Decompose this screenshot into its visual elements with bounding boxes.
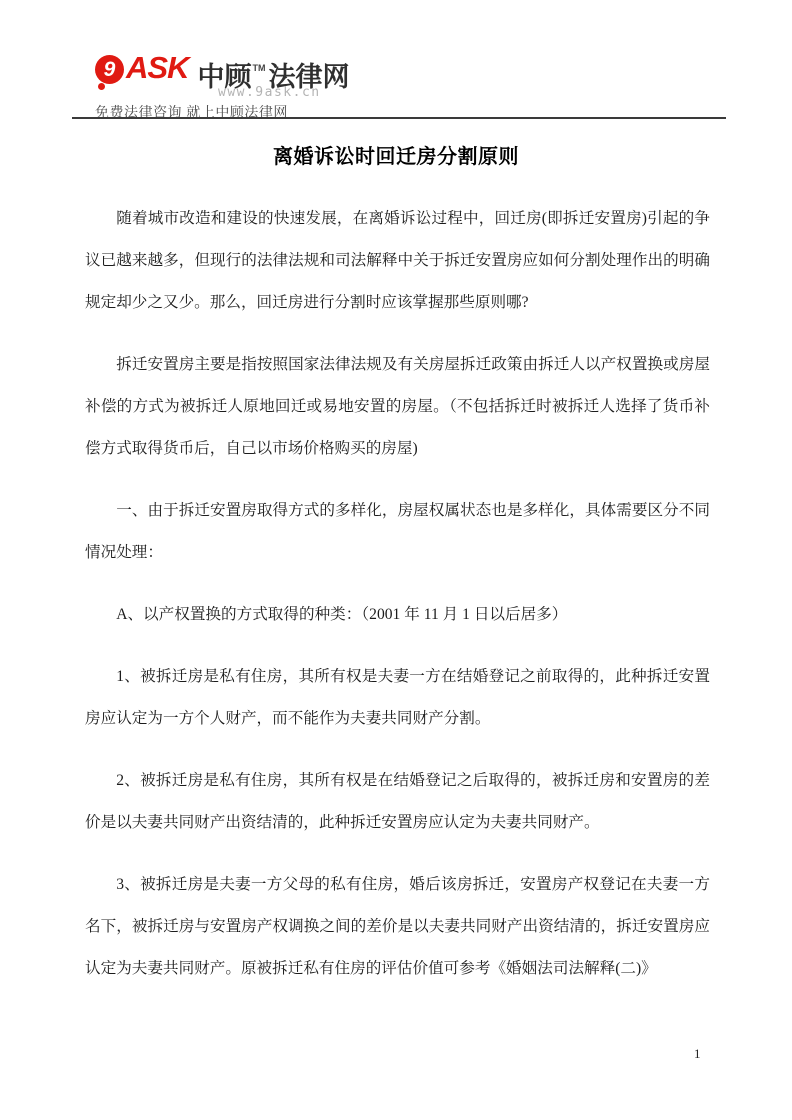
brand-url: www.9ask.cn [218,85,321,100]
brand-row [95,50,350,92]
logo-ask-text: ASK [126,50,189,85]
paragraph-item-2: 2、被拆迁房是私有住房，其所有权是在结婚登记之后取得的，被拆迁房和安置房的差价是以夫妻共同财产出资结清的，此种拆迁安置房应认定为夫妻共同财产。 [85,772,710,831]
header-divider [72,117,726,119]
paragraph-definition: 拆迁安置房主要是指按照国家法律法规及有关房屋拆迁政策由拆迁人以产权置换或房屋补偿的方式为被拆迁人原地回迁或易地安置的房屋。（不包括拆迁时被拆迁人选择了货币补偿方式取得货币后，自己以市场价格购买的房屋) [85,356,710,457]
page-number: 1 [694,1046,701,1061]
brand-tagline: 免费法律咨询 就上中顾法律网 [95,104,288,120]
brand-cn-second: 法律网 [268,62,350,92]
paragraph-item-3: 3、被拆迁房是夫妻一方父母的私有住房，婚后该房拆迁，安置房产权登记在夫妻一方名下，被拆迁房与安置房产权调换之间的差价是以夫妻共同财产出资结清的，拆迁安置房应认定为夫妻共同财产。原被拆迁私有住房的评估价值可参考《婚姻法司法解释(二)》 [85,876,710,977]
document-title: 离婚诉讼时回迁房分割原则 [273,146,519,168]
9ask-logo [95,50,188,86]
site-header [95,50,349,122]
paragraph-item-a: A、以产权置换的方式取得的种类：（2001 年 11 月 1 日以后居多） [116,606,568,623]
paragraph-section-one: 一、由于拆迁安置房取得方式的多样化，房屋权属状态也是多样化，具体需要区分不同情况处理： [85,502,710,561]
trademark-symbol: TM [252,63,266,73]
paragraph-item-1: 1、被拆迁房是私有住房，其所有权是夫妻一方在结婚登记之前取得的，此种拆迁安置房应认定为一方个人财产，而不能作为夫妻共同财产分割。 [85,668,710,727]
document-content [85,198,710,1010]
brand-cn-first: 中顾 [197,62,252,92]
logo-question-9-icon: 9 [95,55,124,84]
paragraph-intro: 随着城市改造和建设的快速发展，在离婚诉讼过程中，回迁房(即拆迁安置房)引起的争议已越来越多，但现行的法律法规和司法解释中关于拆迁安置房应如何分割处理作出的明确规定却少之又少。那么，回迁房进行分割时应该掌握那些原则哪? [85,210,710,311]
